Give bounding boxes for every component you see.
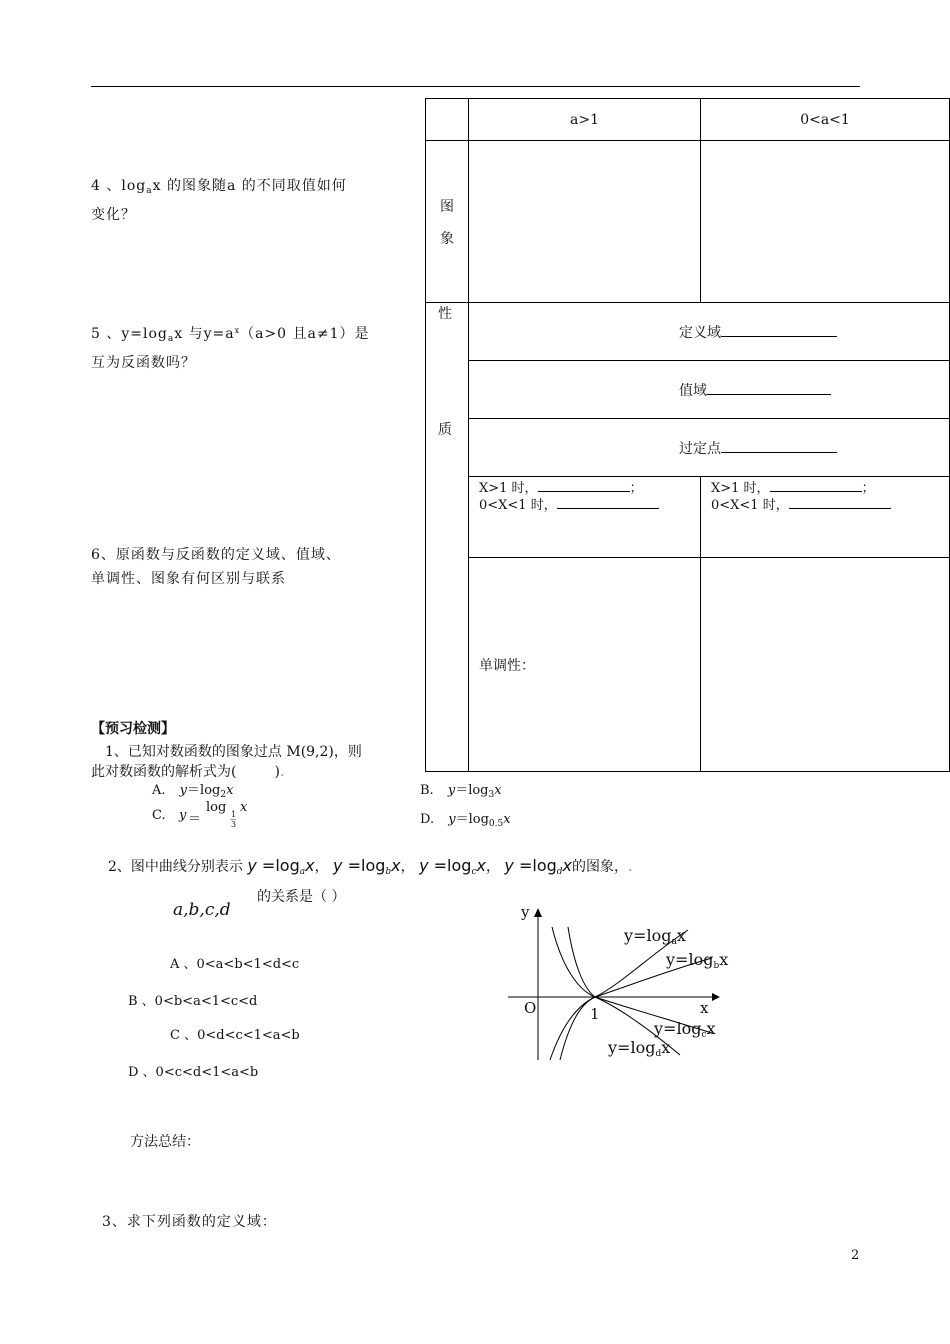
monotonic-cell-0-lt-a-lt-1 (701, 558, 950, 772)
q2-option-a[interactable]: A 、0<a<b<1<d<c (170, 957, 300, 972)
option-a[interactable]: A. $y=\log_2x$ (152, 783, 234, 800)
question-6: 6、原函数与反函数的定义域、值域、 单调性、图象有何区别与联系 (91, 547, 341, 587)
y-axis-arrow (534, 908, 542, 917)
range-row: 值域 (469, 361, 950, 419)
image-cell-0-lt-a-lt-1 (701, 141, 950, 303)
option-b[interactable]: B. $y=\log_3x$ (420, 783, 502, 800)
q2-option-b[interactable]: B 、0<b<a<1<c<d (128, 994, 258, 1009)
preview-heading: 【预习检测】 (91, 721, 175, 737)
label-log-c: $y=\log_cx$ (654, 1019, 716, 1040)
row-label-image: 图 象 (426, 141, 469, 303)
relation-text: 的关系是（ ） (257, 889, 346, 905)
label-log-b: $y=\log_bx$ (666, 950, 729, 971)
variables-abcd: a,b,c,d (173, 900, 231, 920)
domain-blank[interactable] (721, 322, 837, 337)
fixed-point-row: 过定点 (469, 419, 950, 477)
graph-x-label: x (700, 999, 709, 1017)
page-number: 2 (851, 1248, 860, 1263)
header-0-lt-a-lt-1: 0<a<1 (701, 99, 950, 141)
sign-cell-0-lt-a-lt-1: X>1 时， ； 0<X<1 时， (701, 477, 950, 558)
monotonic-cell-a-gt-1: 单调性： (469, 558, 701, 772)
sign-cell-a-gt-1: X>1 时， ； 0<X<1 时， (469, 477, 701, 558)
label-log-d: $y=\log_dx$ (608, 1038, 671, 1059)
q2-option-c[interactable]: C 、0<d<c<1<a<b (170, 1028, 300, 1043)
range-blank[interactable] (707, 380, 831, 395)
graph-origin-label: O (524, 999, 537, 1017)
preview-question-1: 1、已知对数函数的图象过点 M(9,2)，则 此对数函数的解析式为( ). (91, 744, 362, 780)
graph-y-label: y (521, 903, 530, 921)
header-a-gt-1: a>1 (469, 99, 701, 141)
method-summary: 方法总结： (130, 1134, 200, 1150)
image-cell-a-gt-1 (469, 141, 701, 303)
corner-cell (426, 99, 469, 141)
question-5: 5 、$y=\log_ax$ 与$y=a^x(a>0$ 且a≠1）是 互为反函数吗？ (91, 326, 370, 371)
preview-question-2: 2、图中曲线分别表示 $y =\log_ax$， $y =\log_bx$， $y =\log_cx$， $y =\log_dx$的图象，. (108, 856, 633, 877)
question-4: 4 、$\log_ax$ 的图象随a 的不同取值如何 变化？ (91, 178, 347, 223)
domain-row: 定义域 (469, 303, 950, 361)
fixed-point-blank[interactable] (721, 438, 837, 453)
row-label-property: 性 质 (426, 303, 469, 772)
q2-option-d[interactable]: D 、0<c<d<1<a<b (128, 1065, 259, 1080)
header-rule (91, 86, 860, 87)
x-axis-arrow (712, 993, 720, 1001)
question-3-domain: 3、求下列函数的定义域： (102, 1214, 277, 1230)
property-table (425, 98, 950, 772)
option-d[interactable]: D. $y=\log_{0.5}x$ (420, 812, 511, 829)
graph-one-label: 1 (590, 1005, 600, 1023)
label-log-a: $y=\log_ax$ (624, 926, 686, 947)
